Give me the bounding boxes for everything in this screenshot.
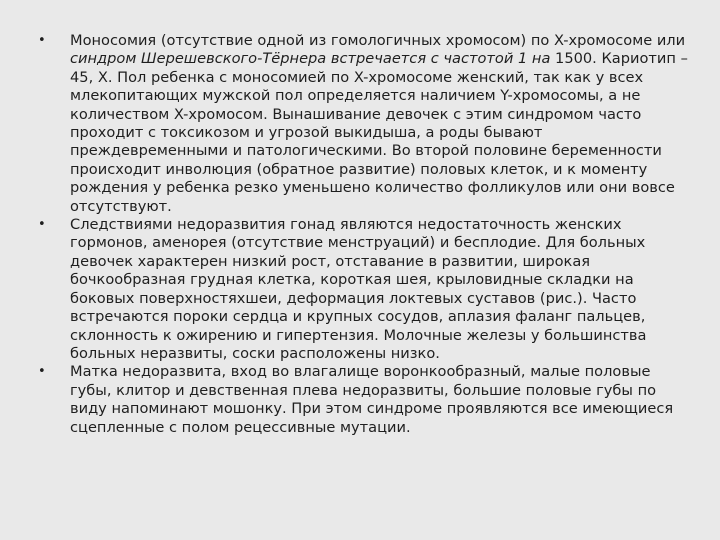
bullet-text (70, 32, 688, 215)
bullet-icon: • (38, 33, 46, 48)
bullet-item-3 (38, 363, 688, 437)
text-run: Матка недоразвита, вход во влагалище воронкообразный, малые половые губы, клитор и девственная плева недоразвиты, большие половые губы по виду напоминают мошонку. При этом синдроме проявляются все имеющиеся сцепленные с полом рецессивные мутации. (70, 363, 674, 436)
text-run: Следствиями недоразвития гонад являются недостаточность женских гормонов, аменорея (отсутствие менструаций) и бесплодие. Для больных девочек характерен низкий рост, отставание в развитии, широкая бочкообразная грудная клетка, короткая шея, крыловидные складки на боковых поверхностяхшеи, деформация локтевых суставов (рис.). Часто встречаются пороки сердца и крупных сосудов, аплазия фаланг пальцев, склонность к ожирению и гипертензия. Молочные железы у большинства больных неразвиты, соски расположены низко. (70, 216, 647, 362)
slide-body (38, 32, 688, 437)
bullet-list (38, 32, 688, 437)
bullet-item-1 (38, 32, 688, 216)
bullet-text (70, 216, 646, 362)
bullet-item-2 (38, 216, 688, 363)
text-run: 1500. Кариотип – 45, X. Пол ребенка с моносомией по X-хромосоме женский, так как у всех млекопитающих мужской пол определяется наличием Y-хромосомы, а не количеством X-хромосом. Вынашивание девочек с этим синдромом часто проходит с токсикозом и угрозой выкидыша, а роды бывают преждевременными и патологическими. Во второй половине беременности происходит инволюция (обратное развитие) половых клеток, и к моменту рождения у ребенка резко уменьшено количество фолликулов или они вовсе отсутствуют. (70, 50, 688, 215)
bullet-icon: • (38, 364, 46, 380)
text-run: Моносомия (отсутствие одной из гомологичных хромосом) по X-хромосоме или (70, 32, 686, 49)
text-run-italic: синдром Шерешевского-Тёрнера встречается с частотой 1 на (70, 50, 556, 68)
bullet-icon: • (38, 217, 46, 233)
bullet-text (70, 363, 673, 435)
